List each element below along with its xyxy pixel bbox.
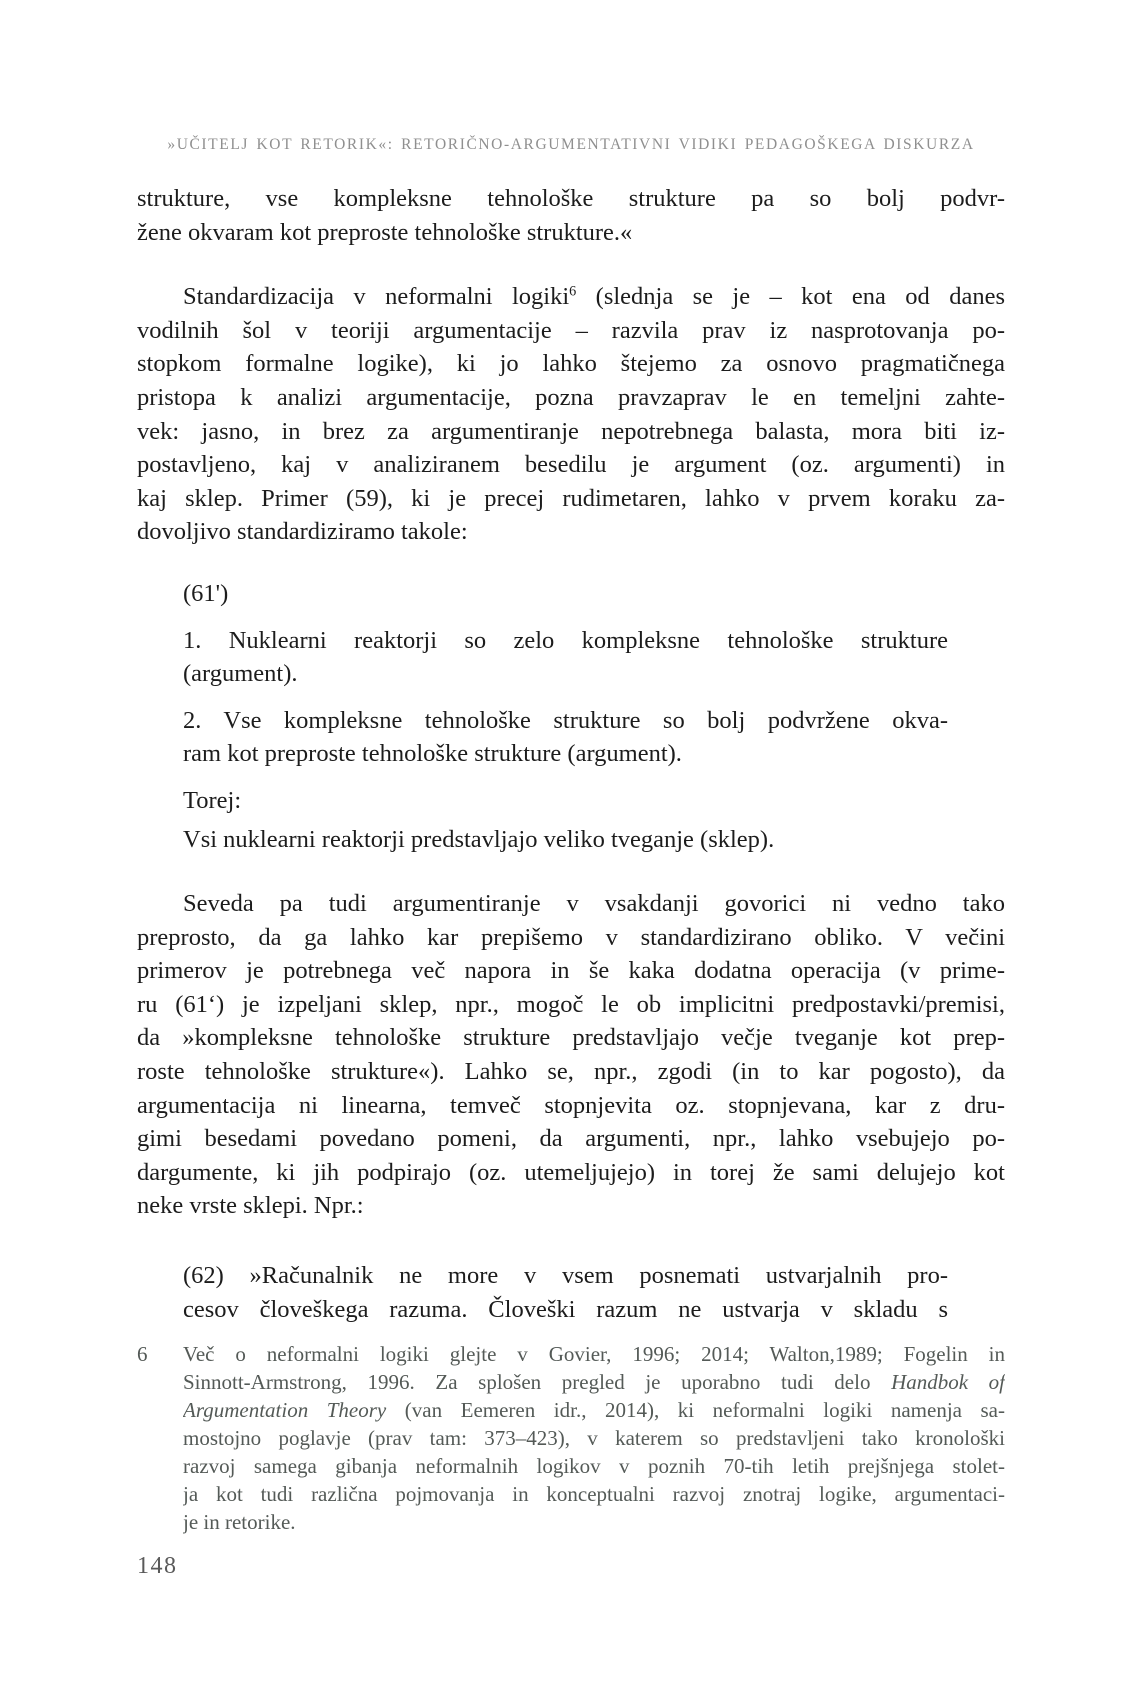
text-line [137,1156,1005,1190]
text-line [183,704,948,738]
text-line [137,988,1005,1022]
text-segment: postavljeno, kaj v analiziranem besedilu je argument (oz. argumenti) in [137,451,1005,479]
text-segment: gimi besedami povedano pomeni, da argumenti, npr., lahko vsebujejo po- [137,1125,1005,1153]
text-segment: roste tehnološke strukture«). Lahko se, npr., zgodi (in to kar pogosto), da [137,1058,1005,1086]
body-paragraph [137,887,1005,1223]
text-segment: (62) »Računalnik ne more v vsem posnemati ustvarjalnih pro- [183,1262,948,1290]
text-segment: dovoljivo standardiziramo takole: [137,518,468,546]
text-line [183,1293,948,1327]
text-line [183,577,948,611]
text-line [183,1368,1005,1396]
quote-paragraph [183,704,948,771]
text-line [137,280,1005,314]
text-segment: Seveda pa tudi argumentiranje v vsakdanji govorici ni vedno tako [183,890,1005,918]
text-segment: Torej: [183,786,242,814]
text-line [137,482,1005,516]
quote-paragraph [183,823,948,857]
text-line [137,1122,1005,1156]
text-segment: kaj sklep. Primer (59), ki je precej rudimetaren, lahko v prvem koraku za- [137,484,1005,512]
text-line [137,1089,1005,1123]
text-segment: (argument). [183,660,298,688]
text-line [183,737,948,771]
text-segment: vodilnih šol v teoriji argumentacije – razvila prav iz nasprotovanja po- [137,316,1005,344]
text-segment: ru (61‘) je izpeljani sklep, npr., mogoč le ob implicitni predpostavki/premisi, [137,990,1005,1018]
text-segment: ja kot tudi različna pojmovanja in konceptualni razvoj znotraj logike, argumentaci- [183,1482,1005,1507]
text-segment: 1. Nuklearni reaktorji so zelo kompleksne tehnološke strukture [183,626,948,654]
body-paragraph [137,280,1005,549]
running-header: »UČITELJ KOT RETORIK«: RETORIČNO-ARGUMENTATIVNI VIDIKI PEDAGOŠKEGA DISKURZA [167,136,975,153]
text-line [183,1452,1005,1480]
text-line [137,921,1005,955]
text-line [183,624,948,658]
quote-paragraph [183,577,948,611]
text-line [137,887,1005,921]
text-segment: (van Eemeren idr., 2014), ki neformalni logiki namenja sa- [386,1398,1005,1423]
text-segment: Handbok of [891,1370,1005,1395]
text-segment: mostojno poglavje (prav tam: 373–423), v katerem so predstavljeni tako kronološki [183,1426,1005,1451]
text-segment: (slednja se je – kot ena od danes [576,283,1005,311]
text-line [183,823,948,857]
text-segment: žene okvaram kot preproste tehnološke strukture.« [137,218,633,246]
text-line [183,784,948,818]
text-line [137,1055,1005,1089]
text-segment: razvoj samega gibanja neformalnih logikov v poznih 70-tih letih prejšnjega stolet- [183,1454,1005,1479]
text-line [137,1189,1005,1223]
text-line [183,1396,1005,1424]
footnote-marker: 6 [137,1342,148,1367]
text-segment: dargumente, ki jih podpirajo (oz. utemeljujejo) in torej že sami delujejo kot [137,1158,1005,1186]
text-segment: cesov človeškega razuma. Človeški razum ne ustvarja v skladu s [183,1295,948,1323]
quote-paragraph [183,624,948,691]
text-segment: stopkom formalne logike), ki jo lahko štejemo za osnovo pragmatičnega [137,350,1005,378]
text-segment: da »kompleksne tehnološke strukture predstavljajo večje tveganje kot prep- [137,1024,1005,1052]
text-line [137,515,1005,549]
text-line [183,657,948,691]
text-segment: Sinnott-Armstrong, 1996. Za splošen pregled je uporabno tudi delo [183,1370,892,1395]
text-segment: pristopa k analizi argumentacije, pozna pravzaprav le en temeljni zahte- [137,383,1005,411]
text-line [137,182,1005,216]
footnote-reference: 6 [569,283,577,300]
text-line [183,1508,1005,1536]
text-segment: primerov je potrebnega več napora in še kaka dodatna operacija (v prime- [137,957,1005,985]
text-segment: ram kot preproste tehnološke strukture (argument). [183,740,682,768]
content [137,182,1005,1536]
text-line [137,216,1005,250]
quote-paragraph [183,1259,948,1326]
text-segment: (61') [183,579,229,607]
text-line [137,381,1005,415]
text-segment: je in retorike. [183,1510,296,1535]
text-line [183,1480,1005,1508]
footnote-paragraph [137,1340,1005,1536]
text-segment: strukture, vse kompleksne tehnološke strukture pa so bolj podvr- [137,185,1005,212]
text-line [183,1340,1005,1368]
text-segment: 2. Vse kompleksne tehnološke strukture so bolj podvržene okva- [183,706,948,734]
text-line [137,415,1005,449]
text-line [137,314,1005,348]
text-column [137,0,1005,1536]
text-line [183,1259,948,1293]
text-segment: Vsi nuklearni reaktorji predstavljajo veliko tveganje (sklep). [183,825,775,853]
body-paragraph [137,182,1005,249]
text-segment: Več o neformalni logiki glejte v Govier, 1996; 2014; Walton,1989; Fogelin in [183,1342,1005,1367]
text-segment: Standardizacija v neformalni logiki [183,283,570,311]
text-line [183,1424,1005,1452]
text-line [137,1021,1005,1055]
text-line [137,954,1005,988]
text-segment: argumentacija ni linearna, temveč stopnjevita oz. stopnjevana, kar z dru- [137,1091,1005,1119]
quote-paragraph [183,784,948,818]
text-segment: preprosto, da ga lahko kar prepišemo v standardizirano obliko. V večini [137,923,1005,951]
text-segment: Argumentation Theory [183,1398,387,1423]
text-line [137,448,1005,482]
text-line [137,347,1005,381]
page-number: 148 [137,1553,178,1579]
text-segment: vek: jasno, in brez za argumentiranje nepotrebnega balasta, mora biti iz- [137,417,1005,445]
text-segment: neke vrste sklepi. Npr.: [137,1192,364,1220]
